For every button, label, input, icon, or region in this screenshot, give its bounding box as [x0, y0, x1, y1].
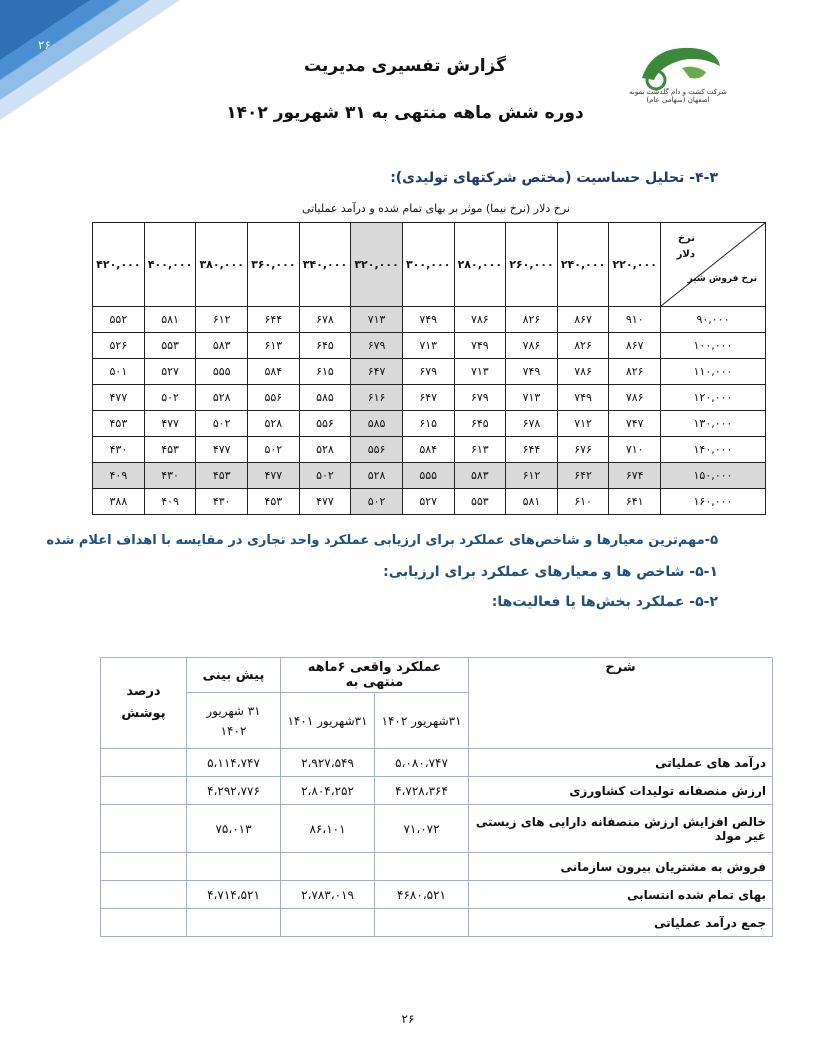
- sensitivity-cell: ۷۸۶: [557, 359, 609, 385]
- sensitivity-cell: ۴۳۰: [144, 463, 196, 489]
- sensitivity-cell: ۵۲۸: [351, 463, 403, 489]
- sensitivity-col-header: ۳۸۰,۰۰۰: [196, 223, 248, 307]
- sensitivity-cell: ۴۷۷: [93, 385, 145, 411]
- performance-row: [101, 909, 773, 937]
- sensitivity-col-header: ۴۲۰,۰۰۰: [93, 223, 145, 307]
- sensitivity-caption: نرخ دلار (نرخ نیما) موثر بر بهای تمام شده و درآمد عملیاتی: [301, 202, 570, 215]
- sensitivity-cell: ۶۴۴: [506, 437, 558, 463]
- sensitivity-cell: ۵۵۳: [144, 333, 196, 359]
- sensitivity-cell: ۴۷۷: [196, 437, 248, 463]
- sensitivity-col-header: ۳۲۰,۰۰۰: [351, 223, 403, 307]
- perf-desc: فروش به مشتریان بیرون سازمانی: [469, 853, 773, 881]
- sensitivity-cell: ۷۱۰: [609, 437, 661, 463]
- perf-desc: بهای تمام شده انتسابی: [469, 881, 773, 909]
- sensitivity-row: [93, 411, 766, 437]
- sensitivity-row-label: ۱۶۰,۰۰۰: [661, 489, 766, 515]
- sensitivity-cell: ۷۱۳: [402, 333, 454, 359]
- sensitivity-cell: ۷۱۳: [454, 359, 506, 385]
- perf-desc: خالص افزایش ارزش منصفانه دارایی های زیستی غیر مولد: [469, 805, 773, 853]
- sensitivity-cell: ۵۸۳: [196, 333, 248, 359]
- sensitivity-cell: ۶۴۷: [402, 385, 454, 411]
- sensitivity-cell: ۵۸۳: [454, 463, 506, 489]
- perf-actual-1401: ۲،۷۸۳،۰۱۹: [281, 881, 375, 909]
- sensitivity-cell: ۶۱۲: [506, 463, 558, 489]
- sensitivity-row: [93, 307, 766, 333]
- sensitivity-cell: ۵۰۲: [299, 463, 351, 489]
- sensitivity-cell: ۵۰۲: [196, 411, 248, 437]
- sensitivity-cell: ۵۲۷: [402, 489, 454, 515]
- sensitivity-corner-cell: [661, 223, 766, 307]
- performance-row: [101, 805, 773, 853]
- sensitivity-cell: ۵۲۶: [93, 333, 145, 359]
- perf-sub-1402: ۳۱شهریور ۱۴۰۲: [375, 693, 469, 749]
- perf-actual-1401: ۲،۹۲۷،۵۴۹: [281, 749, 375, 777]
- sensitivity-row: [93, 489, 766, 515]
- sensitivity-cell: ۸۲۶: [506, 307, 558, 333]
- sensitivity-table: [92, 222, 766, 515]
- sensitivity-header-row: [93, 223, 766, 307]
- sensitivity-col-header: ۲۴۰,۰۰۰: [557, 223, 609, 307]
- sensitivity-cell: ۷۱۲: [557, 411, 609, 437]
- perf-desc: درآمد های عملیاتی: [469, 749, 773, 777]
- performance-row: [101, 749, 773, 777]
- perf-coverage: [101, 749, 187, 777]
- sensitivity-cell: ۵۸۴: [248, 359, 300, 385]
- corner-decoration: [0, 0, 180, 120]
- perf-coverage: [101, 881, 187, 909]
- perf-forecast: ۴،۷۱۴،۵۲۱: [187, 881, 281, 909]
- sensitivity-row: [93, 385, 766, 411]
- perf-sub-forecast: ۳۱ شهریور ۱۴۰۲: [187, 693, 281, 749]
- perf-header-desc: شرح: [469, 658, 773, 749]
- sensitivity-row-label: ۱۳۰,۰۰۰: [661, 411, 766, 437]
- perf-forecast: [187, 853, 281, 881]
- sensitivity-cell: ۶۷۴: [609, 463, 661, 489]
- report-title: گزارش تفسیری مدیریت: [303, 56, 507, 76]
- sensitivity-row-label: ۱۲۰,۰۰۰: [661, 385, 766, 411]
- sensitivity-cell: ۷۴۹: [454, 333, 506, 359]
- sensitivity-cell: ۸۲۶: [609, 359, 661, 385]
- sensitivity-cell: ۷۱۳: [351, 307, 403, 333]
- sensitivity-cell: ۷۴۹: [402, 307, 454, 333]
- sensitivity-col-header: ۲۸۰,۰۰۰: [454, 223, 506, 307]
- sensitivity-cell: ۶۴۱: [609, 489, 661, 515]
- sensitivity-cell: ۶۷۹: [351, 333, 403, 359]
- perf-header-actual: عملکرد واقعی ۶ماهه منتهی به: [281, 658, 469, 693]
- sensitivity-cell: ۵۰۲: [351, 489, 403, 515]
- sensitivity-cell: ۸۲۶: [557, 333, 609, 359]
- sensitivity-cell: ۴۰۹: [93, 463, 145, 489]
- sensitivity-col-header: ۳۰۰,۰۰۰: [402, 223, 454, 307]
- sensitivity-cell: ۶۴۵: [299, 333, 351, 359]
- logo-caption: شرکت کشت و دام گلدشت نمونه اصفهان (سهامی عام): [629, 88, 727, 104]
- sensitivity-col-header: ۲۶۰,۰۰۰: [506, 223, 558, 307]
- sensitivity-cell: ۵۵۵: [402, 463, 454, 489]
- perf-desc: جمع درآمد عملیاتی: [469, 909, 773, 937]
- page-number-bottom: ۲۶: [401, 1012, 415, 1026]
- sensitivity-row-label: ۱۱۰,۰۰۰: [661, 359, 766, 385]
- sensitivity-cell: ۴۵۳: [93, 411, 145, 437]
- sensitivity-cell: ۷۸۶: [609, 385, 661, 411]
- sensitivity-cell: ۴۵۳: [248, 489, 300, 515]
- sensitivity-cell: ۵۰۲: [248, 437, 300, 463]
- sensitivity-cell: ۵۸۱: [144, 307, 196, 333]
- perf-actual-1401: ۲،۸۰۴،۲۵۲: [281, 777, 375, 805]
- perf-forecast: ۴،۲۹۲،۷۷۶: [187, 777, 281, 805]
- perf-actual-1402: ۴،۷۲۸،۳۶۴: [375, 777, 469, 805]
- sensitivity-cell: ۷۱۳: [506, 385, 558, 411]
- sensitivity-cell: ۶۷۶: [557, 437, 609, 463]
- perf-actual-1402: [375, 853, 469, 881]
- sensitivity-cell: ۷۴۹: [506, 359, 558, 385]
- sensitivity-row: [93, 333, 766, 359]
- report-period: دوره شش ماهه منتهی به ۳۱ شهریور ۱۴۰۲: [226, 103, 584, 123]
- sensitivity-cell: ۵۵۵: [196, 359, 248, 385]
- perf-sub-1401: ۳۱شهریور ۱۴۰۱: [281, 693, 375, 749]
- sensitivity-cell: ۳۸۸: [93, 489, 145, 515]
- sensitivity-cell: ۶۱۵: [402, 411, 454, 437]
- sensitivity-cell: ۵۸۵: [351, 411, 403, 437]
- sensitivity-cell: ۶۱۰: [557, 489, 609, 515]
- sensitivity-cell: ۵۸۴: [402, 437, 454, 463]
- sensitivity-col-header: ۴۰۰,۰۰۰: [144, 223, 196, 307]
- sensitivity-cell: ۹۱۰: [609, 307, 661, 333]
- perf-actual-1402: ۵،۰۸۰،۷۴۷: [375, 749, 469, 777]
- performance-table: [100, 657, 773, 937]
- sensitivity-cell: ۵۲۷: [144, 359, 196, 385]
- sensitivity-cell: ۴۰۹: [144, 489, 196, 515]
- sensitivity-cell: ۶۱۲: [196, 307, 248, 333]
- sensitivity-cell: ۵۸۱: [506, 489, 558, 515]
- performance-row: [101, 881, 773, 909]
- sensitivity-row: [93, 463, 766, 489]
- sensitivity-cell: ۸۶۷: [609, 333, 661, 359]
- sensitivity-cell: ۵۵۳: [454, 489, 506, 515]
- performance-row: [101, 853, 773, 881]
- sensitivity-cell: ۵۲۸: [248, 411, 300, 437]
- sensitivity-cell: ۷۸۶: [506, 333, 558, 359]
- sensitivity-cell: ۷۴۹: [557, 385, 609, 411]
- perf-actual-1402: [375, 909, 469, 937]
- sensitivity-col-header: ۳۶۰,۰۰۰: [248, 223, 300, 307]
- corner-label-milk: نرخ فروش شیر: [687, 274, 757, 284]
- sensitivity-row-label: ۱۵۰,۰۰۰: [661, 463, 766, 489]
- sensitivity-cell: ۶۱۳: [248, 333, 300, 359]
- perf-header-coverage: درصد پوشش: [101, 658, 187, 749]
- sensitivity-cell: ۶۷۸: [506, 411, 558, 437]
- perf-forecast: [187, 909, 281, 937]
- section-5-2-heading: ۵-۲- عملکرد بخش‌ها یا فعالیت‌ها:: [491, 594, 718, 610]
- sensitivity-cell: ۵۲۸: [299, 437, 351, 463]
- sensitivity-cell: ۶۴۴: [248, 307, 300, 333]
- sensitivity-cell: ۵۰۱: [93, 359, 145, 385]
- sensitivity-row: [93, 437, 766, 463]
- sensitivity-cell: ۶۴۲: [557, 463, 609, 489]
- sensitivity-cell: ۴۷۷: [144, 411, 196, 437]
- sensitivity-cell: ۶۴۵: [454, 411, 506, 437]
- perf-actual-1402: ۷۱،۰۷۲: [375, 805, 469, 853]
- sensitivity-cell: ۴۵۳: [144, 437, 196, 463]
- page-number-top: ۲۶: [38, 38, 51, 52]
- sensitivity-col-header: ۳۴۰,۰۰۰: [299, 223, 351, 307]
- sensitivity-cell: ۶۷۸: [299, 307, 351, 333]
- sensitivity-col-header: ۲۲۰,۰۰۰: [609, 223, 661, 307]
- sensitivity-cell: ۵۵۶: [299, 411, 351, 437]
- corner-label-dollar: نرخ دلار: [676, 233, 695, 260]
- sensitivity-cell: ۷۸۶: [454, 307, 506, 333]
- perf-coverage: [101, 777, 187, 805]
- sensitivity-cell: ۶۷۹: [454, 385, 506, 411]
- sensitivity-row-label: ۱۰۰,۰۰۰: [661, 333, 766, 359]
- sensitivity-row-label: ۱۴۰,۰۰۰: [661, 437, 766, 463]
- perf-actual-1401: [281, 909, 375, 937]
- sensitivity-cell: ۵۵۲: [93, 307, 145, 333]
- sensitivity-cell: ۴۳۰: [93, 437, 145, 463]
- sensitivity-cell: ۶۱۵: [299, 359, 351, 385]
- section-5-heading: ۵-مهم‌ترین معیارها و شاخص‌های عملکرد برای ارزیابی عملکرد واحد تجاری در مقایسه با اهداف اعلام شده: [46, 533, 718, 548]
- sensitivity-cell: ۵۸۵: [299, 385, 351, 411]
- section-4-3-heading: ۴-۳- تحلیل حساسیت (مختص شرکتهای تولیدی):: [390, 170, 718, 186]
- sensitivity-cell: ۶۷۹: [402, 359, 454, 385]
- perf-actual-1402: ۴۶۸۰،۵۲۱: [375, 881, 469, 909]
- perf-coverage: [101, 805, 187, 853]
- sensitivity-cell: ۸۶۷: [557, 307, 609, 333]
- perf-header-forecast: پیش بینی: [187, 658, 281, 693]
- sensitivity-cell: ۴۷۷: [299, 489, 351, 515]
- sensitivity-cell: ۶۴۷: [351, 359, 403, 385]
- sensitivity-cell: ۵۵۶: [351, 437, 403, 463]
- perf-actual-1401: [281, 853, 375, 881]
- perf-coverage: [101, 853, 187, 881]
- sensitivity-row: [93, 359, 766, 385]
- sensitivity-cell: ۵۰۲: [144, 385, 196, 411]
- perf-forecast: ۵،۱۱۴،۷۴۷: [187, 749, 281, 777]
- section-5-1-heading: ۵-۱- شاخص ها و معیارهای عملکرد برای ارزیابی:: [383, 564, 718, 580]
- sensitivity-cell: ۵۵۶: [248, 385, 300, 411]
- sensitivity-row-label: ۹۰,۰۰۰: [661, 307, 766, 333]
- perf-coverage: [101, 909, 187, 937]
- sensitivity-cell: ۶۱۶: [351, 385, 403, 411]
- sensitivity-cell: ۴۷۷: [248, 463, 300, 489]
- sensitivity-cell: ۶۱۳: [454, 437, 506, 463]
- performance-row: [101, 777, 773, 805]
- sensitivity-cell: ۷۴۷: [609, 411, 661, 437]
- sensitivity-cell: ۴۵۳: [196, 463, 248, 489]
- perf-actual-1401: ۸۶،۱۰۱: [281, 805, 375, 853]
- sensitivity-cell: ۴۳۰: [196, 489, 248, 515]
- perf-desc: ارزش منصفانه تولیدات کشاورزی: [469, 777, 773, 805]
- perf-forecast: ۷۵،۰۱۳: [187, 805, 281, 853]
- sensitivity-cell: ۵۲۸: [196, 385, 248, 411]
